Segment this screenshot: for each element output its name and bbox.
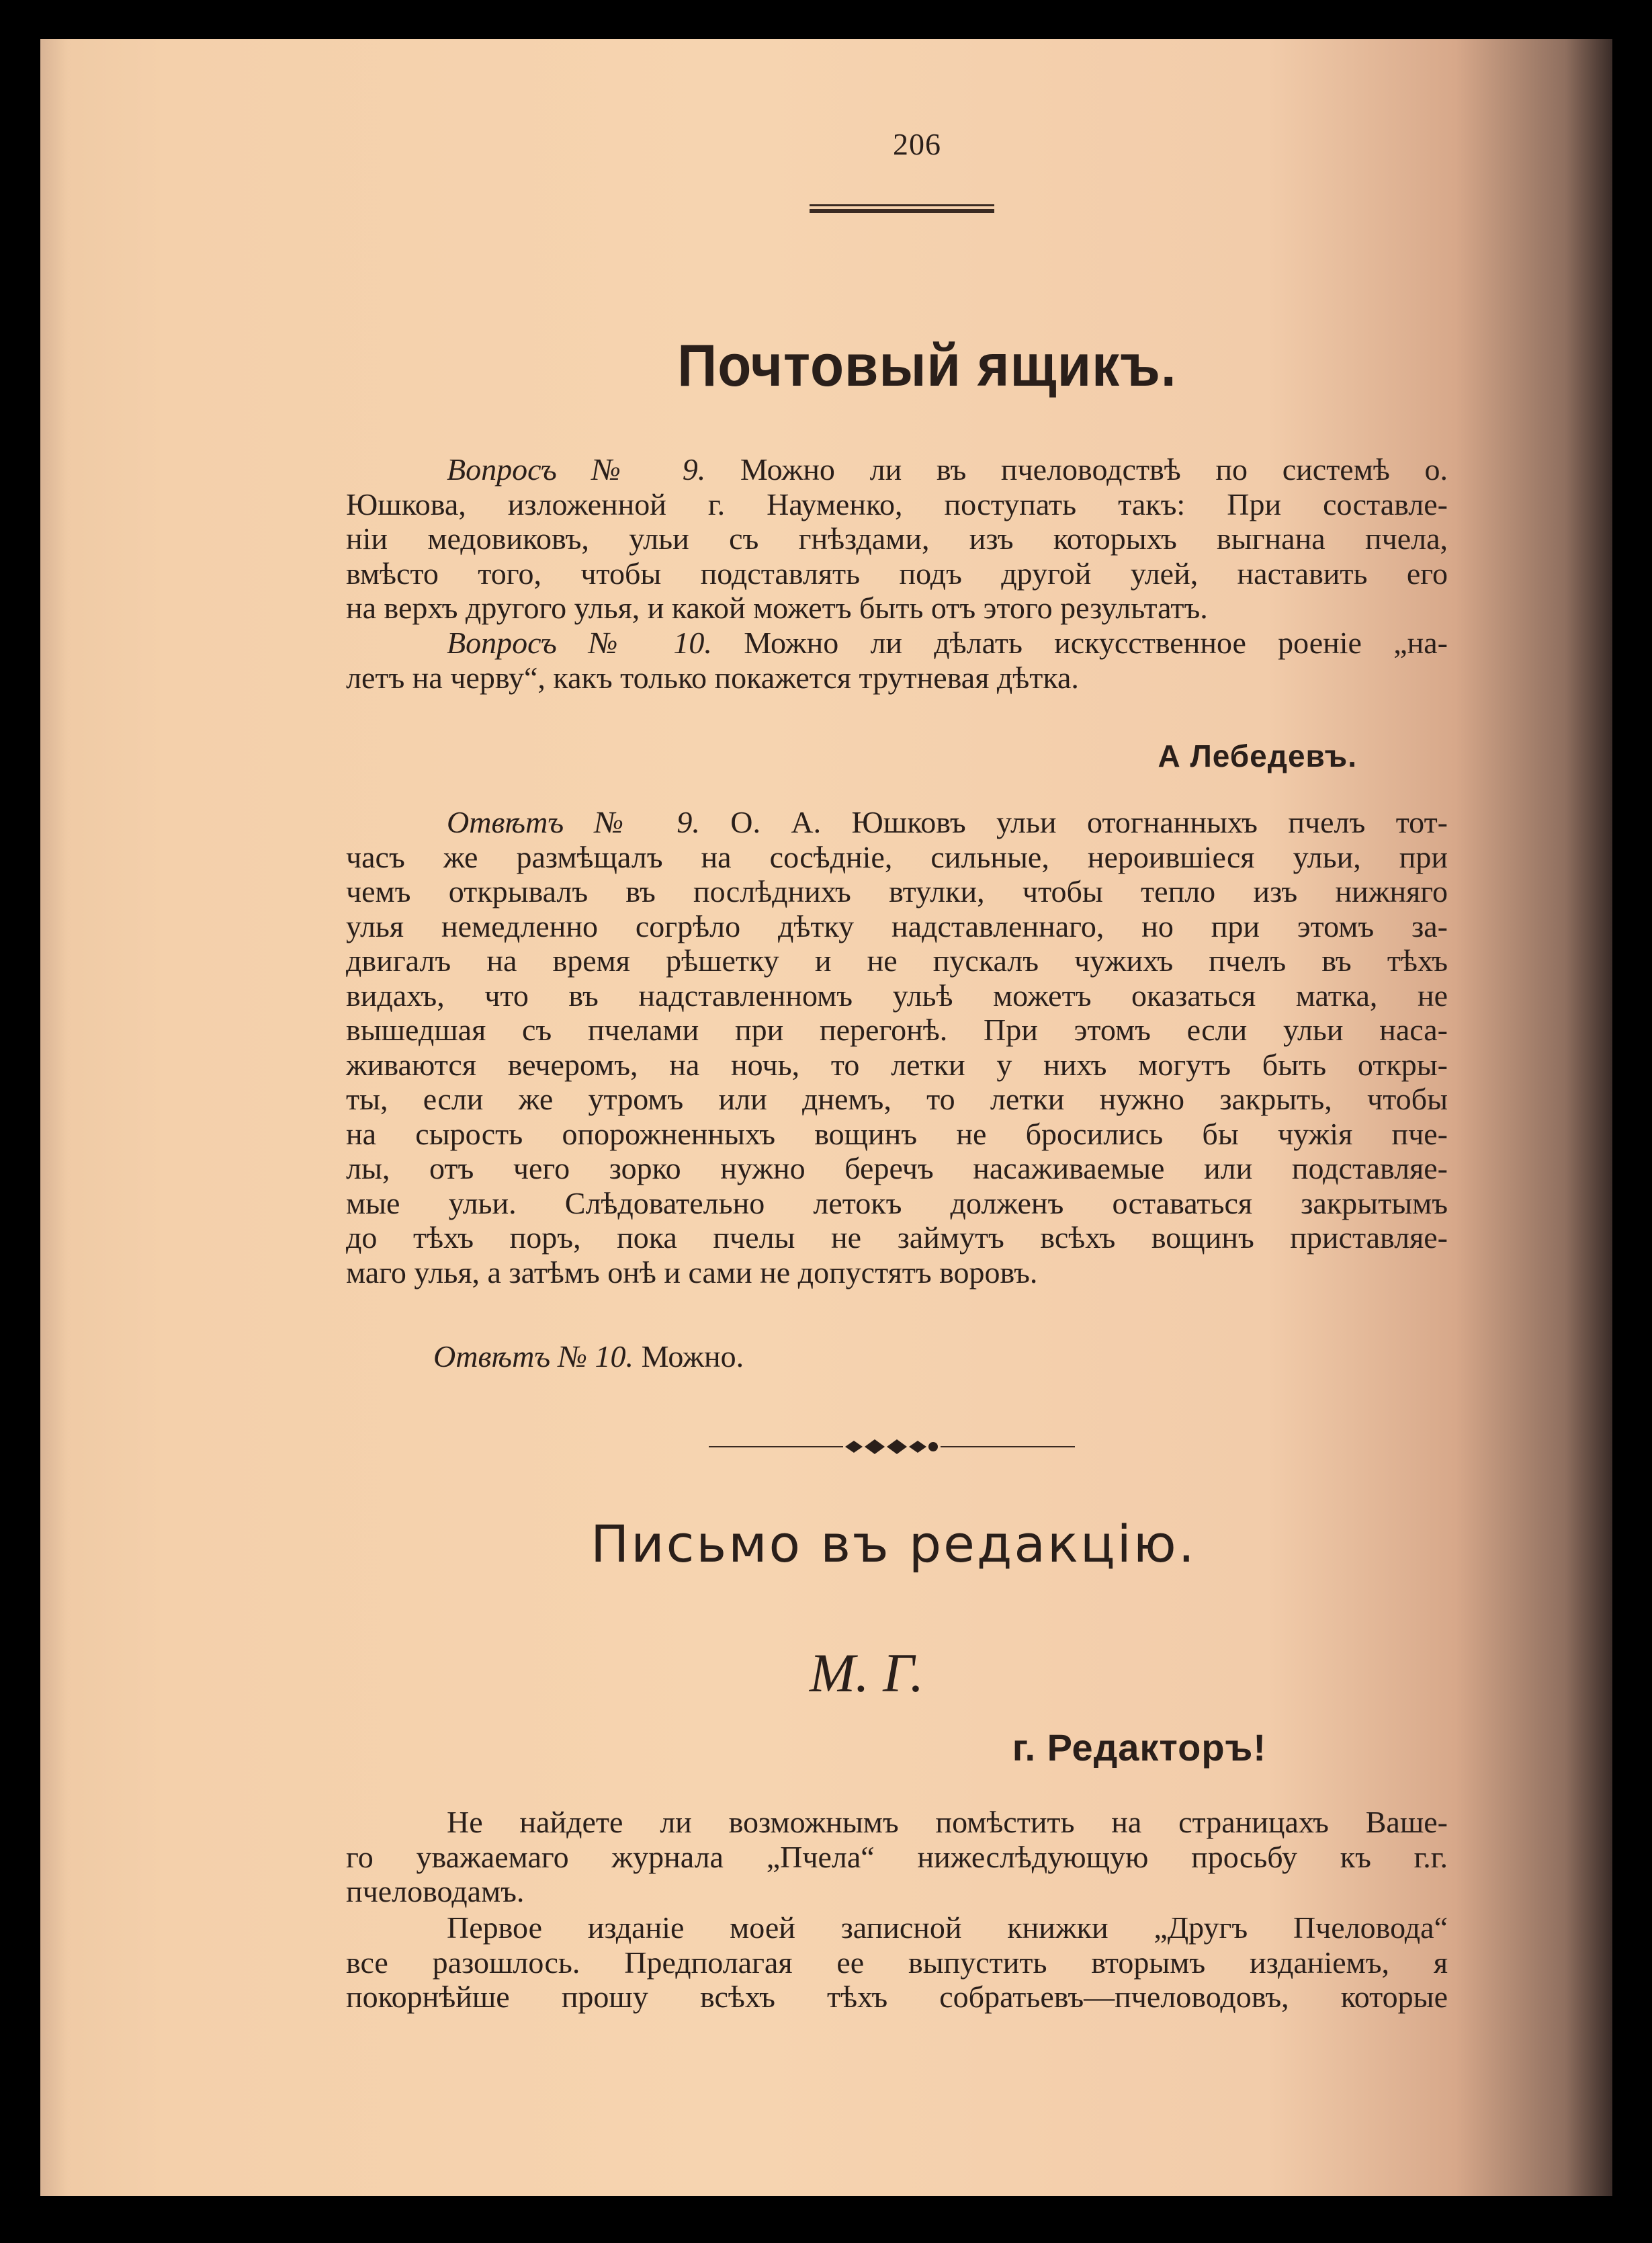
answer-9-line: улья немедленно согрѣло дѣтку надставленнаго, но при этомъ за- [346, 908, 1448, 943]
question-9 [346, 452, 1448, 626]
answer-9-line: лы, отъ чего зорко нужно беречъ насаживаемые или подставляе- [346, 1151, 1448, 1185]
answer-9-line: чемъ открывалъ въ послѣднихъ втулки, чтобы тепло изъ нижняго [346, 874, 1448, 908]
answer-9-label: Отвѣтъ № 9. [447, 805, 700, 839]
answer-9-line: на сырость опорожненныхъ вощинъ не бросились бы чужія пче- [346, 1116, 1448, 1151]
page-number-rule-thick [810, 209, 994, 213]
answer-9-line: видахъ, что въ надставленномъ ульѣ можетъ оказаться матка, не [346, 978, 1448, 1013]
question-9-line: Вопросъ № 9. Можно ли въ пчеловодствѣ по системѣ о. [447, 452, 1448, 486]
divider-dot [928, 1442, 938, 1451]
letter-line: Не найдете ли возможнымъ помѣстить на страницахъ Ваше- [447, 1805, 1448, 1839]
answer-9-line: двигалъ на время рѣшетку и не пускалъ чужихъ пчелъ въ тѣхъ [346, 943, 1448, 978]
answer-9-line: маго улья, а затѣмъ онѣ и сами не допустятъ воровъ. [346, 1255, 1038, 1289]
question-9-line: вмѣсто того, чтобы подставлять подъ другой улей, наставить его [346, 556, 1448, 591]
book-page [40, 39, 1612, 2196]
answer-10 [346, 1339, 1448, 1374]
question-9-line: ніи медовиковъ, ульи съ гнѣздами, изъ которыхъ выгнана пчела, [346, 521, 1448, 556]
divider-diamond-1 [845, 1441, 863, 1453]
answer-10-line: Отвѣтъ № 10. Можно. [433, 1339, 744, 1373]
letter-line: го уважаемаго журнала „Пчела“ нижеслѣдующую просьбу къ г.г. [346, 1839, 1448, 1874]
answer-9-line: живаются вечеромъ, на ночь, то летки у нихъ могутъ быть откры- [346, 1047, 1448, 1082]
letter-line: покорнѣйше прошу всѣхъ тѣхъ собратьевъ—пчеловодовъ, которые [346, 1980, 1448, 2014]
letter-salutation: М. Г. [809, 1642, 924, 1703]
ornamental-divider [709, 1433, 1075, 1460]
answer-9-line: Отвѣтъ № 9. О. А. Юшковъ ульи отогнанныхъ пчелъ тот- [447, 805, 1448, 839]
answer-9-line: до тѣхъ поръ, пока пчелы не займутъ всѣхъ вощинъ приставляе- [346, 1220, 1448, 1255]
letter-addressee: г. Редакторъ! [1012, 1726, 1266, 1769]
answer-9-line: часъ же размѣщалъ на сосѣдніе, сильные, нероившіеся ульи, при [346, 839, 1448, 874]
answer-9-line: ты, если же утромъ или днемъ, то летки нужно закрыть, чтобы [346, 1082, 1448, 1116]
divider-diamond-4 [909, 1441, 926, 1453]
letter-line: Первое изданіе моей записной книжки „Другъ Пчеловода“ [447, 1910, 1448, 1945]
question-10-line: летъ на черву“, какъ только покажется трутневая дѣтка. [346, 660, 1079, 695]
answer-10-label: Отвѣтъ № 10. [433, 1339, 634, 1373]
letter-paragraph-1 [346, 1805, 1448, 1909]
page-number-rule [810, 204, 994, 206]
answer-9-line: вышедшая съ пчелами при перегонѣ. При этомъ если ульи наса- [346, 1013, 1448, 1047]
answer-9-line: мые ульи. Слѣдовательно летокъ долженъ оставаться закрытымъ [346, 1185, 1448, 1220]
question-9-line: на верхъ другого улья, и какой можетъ быть отъ этого результатъ. [346, 591, 1208, 625]
answer-9 [346, 805, 1448, 1289]
page-number: 206 [893, 127, 941, 161]
question-9-label: Вопросъ № 9. [447, 452, 706, 486]
divider-diamond-2 [865, 1439, 885, 1454]
mailbox-title: Почтовый ящикъ. [677, 333, 1177, 399]
question-author-signature: А Лебедевъ. [1158, 738, 1357, 773]
question-10-label: Вопросъ № 10. [447, 626, 712, 660]
letter-line: все разошлось. Предполагая ее выпустить вторымъ изданіемъ, я [346, 1945, 1448, 1980]
divider-diamond-3 [887, 1439, 907, 1454]
question-9-line: Юшкова, изложенной г. Науменко, поступать такъ: При составле- [346, 486, 1448, 521]
letter-title: Письмо въ редакцію. [591, 1514, 1197, 1574]
letter-paragraph-2 [346, 1910, 1448, 2015]
question-10 [346, 626, 1448, 695]
page-edge-shadow [40, 39, 67, 2196]
question-10-line: Вопросъ № 10. Можно ли дѣлать искусственное роеніе „на- [447, 626, 1448, 660]
letter-line: пчеловодамъ. [346, 1874, 525, 1908]
